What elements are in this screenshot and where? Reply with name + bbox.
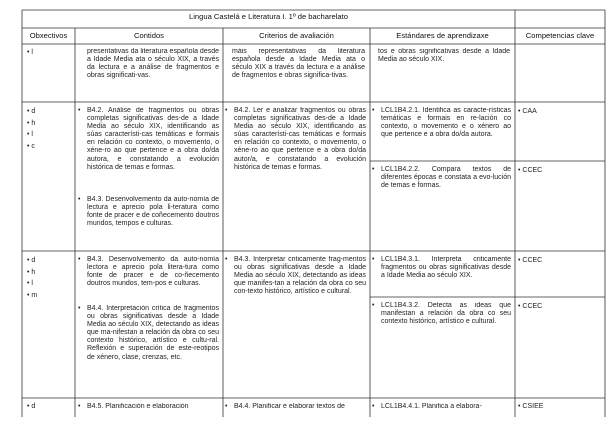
competence-item: • CCEC — [518, 255, 542, 267]
standard-item: • LCL1B4.3.1. Interpreta criticamente fragmentos ou obras significativas desde a Idade Media ao século XIX. — [372, 256, 511, 280]
header-standards: Estándares de aprendizaxe — [396, 31, 489, 40]
header-contents: Contidos — [134, 31, 164, 40]
competence-item: • CCEC — [518, 301, 542, 313]
content-item: • B4.2. Análise de fragmentos ou obras completas significativas des-de a Idade Media ao século XIX, identificando as súas característi-cas temáticas e formais en relación co contexto, o movemento, o xéne-ro ao que pertence e a obra do/da autora, e constatando a evolución histórica de temas e formas. — [78, 107, 219, 171]
objectives-list — [27, 106, 35, 153]
content-item: • B4.5. Planificación e elaboración — [78, 403, 189, 410]
criteria-item: • B4.3. Interpretar criticamente frag-mentos ou obras significativas desde a Idade Media ao século XIX, detectando as ideas que manifes-tan a relación da obra co seu con-texto histórico, artístico e cultural. — [225, 256, 366, 296]
content-item: • B4.3. Desenvolvemento da auto-nomía lectora e aprecio pola litera-tura como fonte de pracer e de co-ñecemento doutros mundos, tem-pos e culturas. — [78, 256, 219, 288]
standard-cell: tos e obras significativas desde a Idade Media ao século XIX. — [378, 48, 510, 64]
objectives-list — [27, 255, 37, 302]
header-objectives: Obxectivos — [29, 31, 68, 40]
objectives-list — [27, 401, 35, 413]
objective-item: • m — [27, 290, 37, 302]
criteria-item: • B4.4. Planificar e elaborar textos de — [225, 403, 345, 410]
criteria-item: • B4.2. Ler e analizar fragmentos ou obras completas significativas des-de a Idade Media ao século XIX, identificando as súas característi-cas temáticas e formais en relación co contexto, o movemento, o xéne-ro ao que pertence e a obra do/da autor/a, e constatando a evolución histórica de temas e formas. — [225, 107, 366, 171]
table-title: Lingua Castelá e Literatura I. 1º de bacharelato — [189, 12, 348, 21]
objective-item: • l — [27, 278, 37, 290]
objective-item: • l — [27, 129, 35, 141]
standard-item: • LCL1B4.2.2. Compara textos de diferentes épocas e constata a evo-lución de temas e formas. — [372, 166, 511, 190]
competence-list — [518, 165, 542, 177]
standard-item: • LCL1B4.3.2. Detecta as ideas que manifestan a relación da obra co seu contexto histórico, artístico e cultural. — [372, 302, 511, 326]
competence-list — [518, 106, 537, 118]
competence-list — [518, 401, 543, 413]
competence-item: • CSIEE — [518, 401, 543, 413]
competence-item: • CAA — [518, 106, 537, 118]
standard-item: • LCL1B4.4.1. Planifica a elabora- — [372, 403, 482, 410]
objective-item: • c — [27, 141, 35, 153]
objective-item: • d — [27, 255, 37, 267]
content-cell: presentativas da literatura española desde a Idade Media ata o século XIX, a través da lectura e a análise de fragmentos e obras significati-vas. — [87, 48, 219, 80]
standard-item: • LCL1B4.2.1. Identifica as caracte-rísticas temáticas e formais en re-lación co contexto, o movemento e o xénero ao que pertence e a obra do/da autora. — [372, 107, 511, 139]
competence-list — [518, 255, 542, 267]
competence-list — [518, 301, 542, 313]
objective-item: • l — [27, 47, 33, 59]
header-criteria: Criterios de avaliación — [259, 31, 334, 40]
header-competences: Competencias clave — [525, 31, 595, 40]
criteria-cell: máis representativas da literatura española desde a Idade Media ata o século XIX a través da lectura e a análise de fragmentos e obras significa-tivas. — [232, 48, 365, 80]
content-item: • B4.3. Desenvolvemento da auto-nomía de lectura e aprecio pola li-teratura como fonte de pracer e de coñecemento doutros mundos, tempos e culturas. — [78, 196, 219, 228]
competence-item: • CCEC — [518, 165, 542, 177]
objective-item: • d — [27, 106, 35, 118]
objectives-list — [27, 47, 33, 59]
objective-item: • h — [27, 267, 37, 279]
objective-item: • d — [27, 401, 35, 413]
objective-item: • h — [27, 118, 35, 130]
content-item: • B4.4. Interpretación crítica de fragmentos ou obras significativas desde a Idade Media ao século XIX, detectando as ideas que ma-nifestan a relación da obra co seu contexto histórico, artístico e cultu-ral. Reflexión e superación de este-reotipos de xénero, clase, crenzas, etc. — [78, 305, 219, 361]
